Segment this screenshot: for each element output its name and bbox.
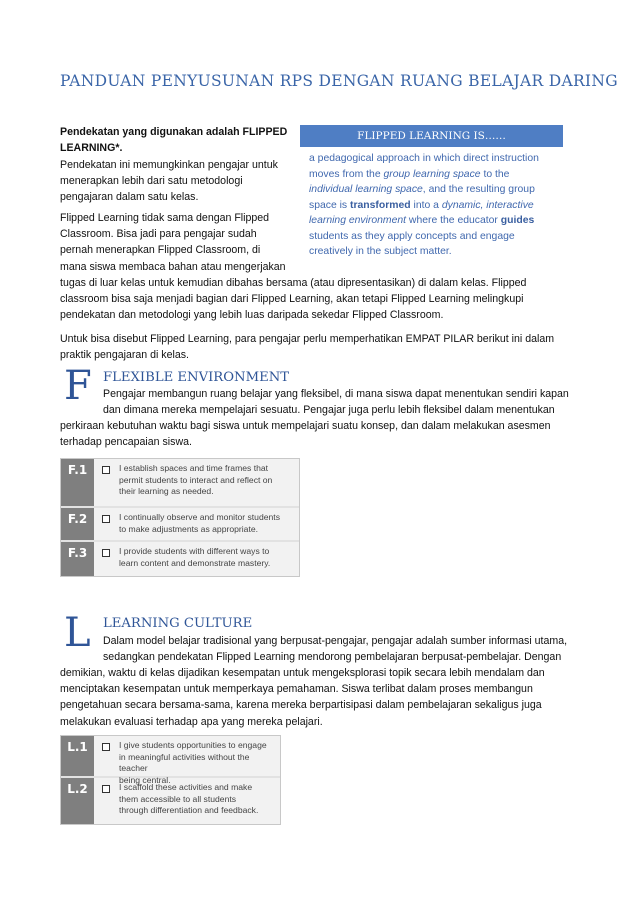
callout-body: a pedagogical approach in which direct instruction moves from the group learning space to the individual learning space, and the resulting group space is transformed into a dynamic, interactive learning environment where the educator guides students as they apply concepts and engage creatively in the subject matter. [309, 153, 539, 257]
intro-heading: Pendekatan yang digunakan adalah FLIPPED LEARNING*. [60, 126, 288, 155]
page-title: PANDUAN PENYUSUNAN RPS DENGAN RUANG BELAJAR DARING [60, 72, 618, 90]
checkbox[interactable] [102, 743, 110, 751]
intro-paragraph-3: Untuk bisa disebut Flipped Learning, para pengajar perlu memperhatikan EMPAT PILAR berikut ini dalam praktik pengajaran di kelas. [60, 333, 555, 362]
checklist-row [61, 542, 299, 576]
checklist-row [61, 459, 299, 508]
intro-paragraph-1: Pendekatan ini memungkinkan pengajar untuk menerapkan lebih dari satu metodologi pengajaran dalam satu kelas. [60, 159, 278, 204]
flexible-checklist [60, 458, 300, 577]
culture-paragraph-indent: Dalam model belajar tradisional yang berpusat-pengajar, pengajar adalah sumber informasi utama, sedangkan pendekatan Flipped Learning mendorong pembelajaran berpusat-pembelajar. Dengan [103, 635, 568, 664]
row-text: I scaffold these activities and make them accessible to all students through differentiation and feedback. [119, 782, 259, 816]
checkbox[interactable] [102, 466, 110, 474]
section-title-culture: LEARNING CULTURE [103, 616, 253, 631]
callout-header: FLIPPED LEARNING IS…… [300, 125, 563, 147]
dropcap-l: L [64, 610, 91, 656]
checklist-row [61, 778, 280, 824]
row-text: I provide students with different ways to learn content and demonstrate mastery. [119, 546, 271, 568]
culture-paragraph: demikian, waktu di kelas dijadikan kesempatan untuk mengeksplorasi topik secara lebih mendalam dan menciptakan kesempatan untuk memperkaya pemahaman. Siswa terlibat dalam proses membangun pengetahuan secara bersama-sama, karena mereka berpartisipasi dalam pembelajaran sekaligus juga melakukan evaluasi terhadap apa yang mereka pelajari. [60, 667, 545, 728]
checklist-row [61, 508, 299, 542]
checkbox[interactable] [102, 785, 110, 793]
flexible-paragraph: perkiraan kebutuhan waktu bagi siswa untuk mempelajari suatu konsep, dan dalam melakukan asesmen terhadap pencapaian siswa. [60, 420, 551, 449]
row-code: L.1 [61, 736, 94, 776]
row-code: F.1 [61, 459, 94, 506]
culture-checklist [60, 735, 281, 825]
row-code: L.2 [61, 778, 94, 824]
checkbox[interactable] [102, 549, 110, 557]
checklist-row [61, 736, 280, 785]
intro-paragraph-2: Flipped Learning tidak sama dengan Flipped Classroom. Bisa jadi para pengajar sudah pernah menerapkan Flipped Classroom, di mana siswa membaca bahan atau mengerjakan tugas di luar kelas untuk kemudian dibahas bersama (atau dipresentasikan) di dalam kelas. Flipped classroom bisa saja menjadi bagian dari Flipped Learning, akan tetapi Flipped Learning melingkupi pendekatan dan metodologi yang lebih luas daripada sekedar Flipped Classroom. [60, 212, 527, 322]
row-text: I continually observe and monitor students to make adjustments as appropriate. [119, 512, 280, 534]
row-text: I establish spaces and time frames that permit students to interact and reflect on their learning as needed. [119, 463, 273, 497]
row-code: F.3 [61, 542, 94, 576]
flexible-paragraph-indent: Pengajar membangun ruang belajar yang fleksibel, di mana siswa dapat menentukan sendiri kapan dan dimana mereka mempelajari sesuatu. Pengajar juga perlu lebih fleksibel dalam menentukan [103, 388, 569, 417]
dropcap-f: F [64, 363, 92, 409]
section-title-flexible: FLEXIBLE ENVIRONMENT [103, 370, 290, 385]
row-code: F.2 [61, 508, 94, 540]
row-text: I give students opportunities to engage in meaningful activities without the teacher being central. [119, 740, 267, 785]
checkbox[interactable] [102, 515, 110, 523]
